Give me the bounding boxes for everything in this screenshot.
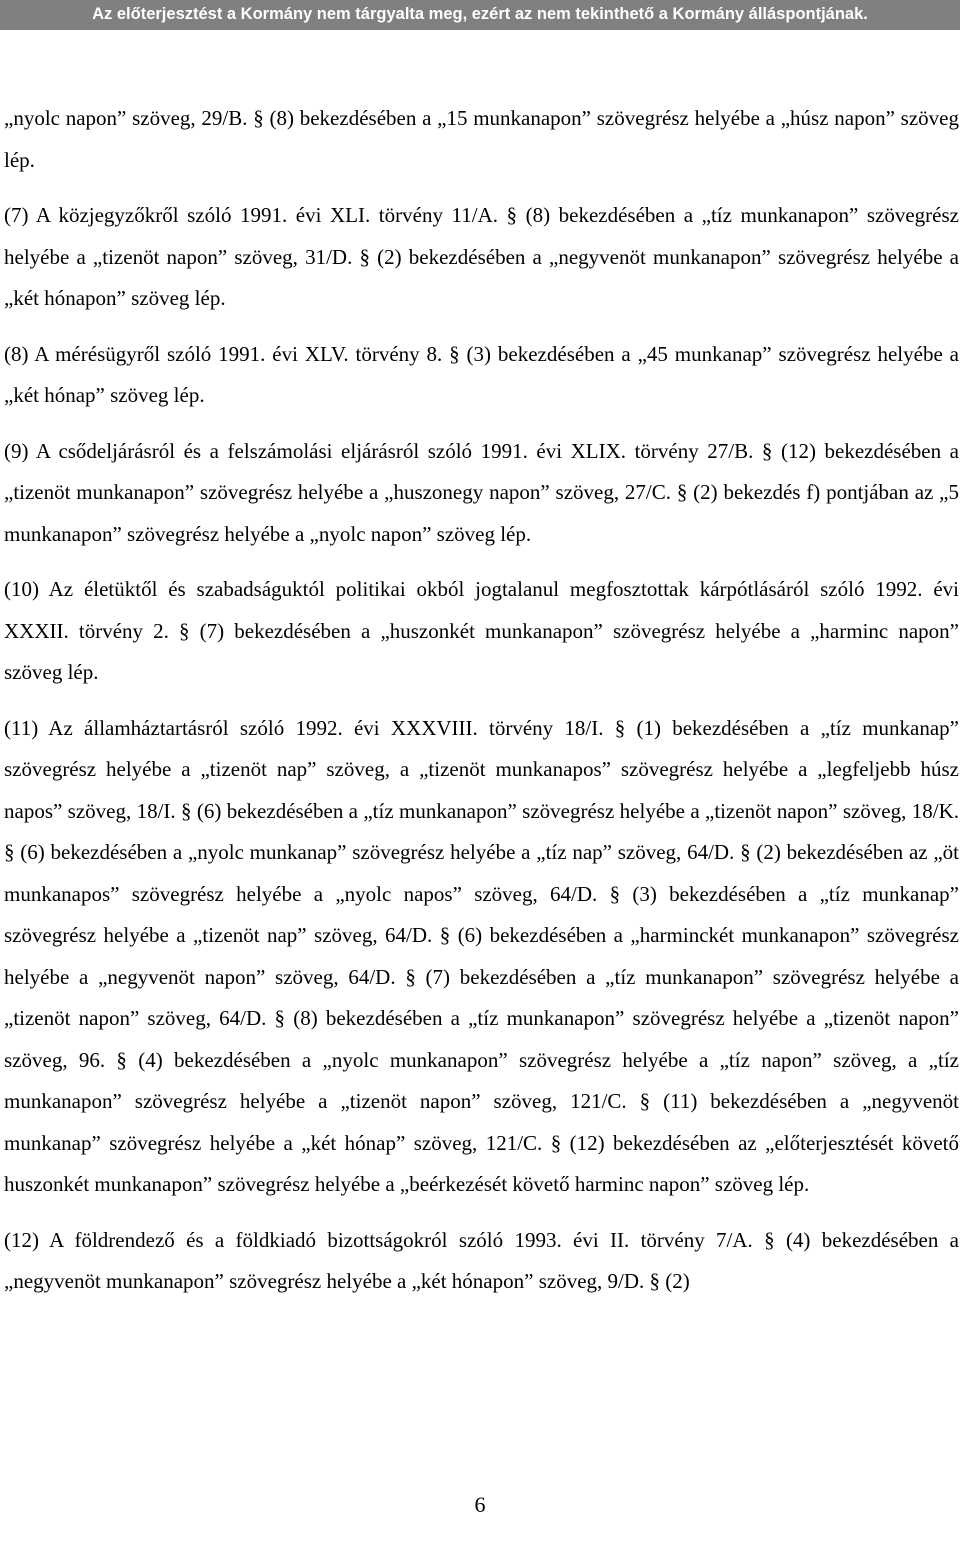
document-body bbox=[4, 98, 959, 1303]
header-notice: Az előterjesztést a Kormány nem tárgyalta meg, ezért az nem tekinthető a Kormány álláspontjának. bbox=[92, 5, 868, 23]
paragraph-11: (11) Az államháztartásról szóló 1992. évi XXXVIII. törvény 18/I. § (1) bekezdésében a „tíz munkanap” szövegrész helyébe a „tizenöt nap” szöveg, a „tizenöt munkanapos” szövegrész helyébe a „legfeljebb húsz napos” szöveg, 18/I. § (6) bekezdésében a „tíz munkanapon” szövegrész helyébe a „tizenöt napon” szöveg, 18/K. § (6) bekezdésében a „nyolc munkanap” szövegrész helyébe a „tíz nap” szöveg, 64/D. § (2) bekezdésében az „öt munkanapos” szövegrész helyébe a „nyolc napos” szöveg, 64/D. § (3) bekezdésében a „tíz munkanap” szövegrész helyébe a „tizenöt nap” szöveg, 64/D. § (6) bekezdésében a „harminckét munkanapon” szövegrész helyébe a „negyvenöt napon” szöveg, 64/D. § (7) bekezdésében a „tíz munkanapon” szövegrész helyébe a „tizenöt napon” szöveg, 64/D. § (8) bekezdésében a „tíz munkanapon” szövegrész helyébe a „tizenöt napon” szöveg, 96. § (4) bekezdésében a „nyolc munkanapon” szövegrész helyébe a „tíz napon” szöveg, a „tíz munkanapon” szövegrész helyébe a „tizenöt napon” szöveg, 121/C. § (11) bekezdésében a „negyvenöt munkanap” szövegrész helyébe a „két hónap” szöveg, 121/C. § (12) bekezdésében az „előterjesztését követő huszonkét munkanapon” szövegrész helyébe a „beérkezését követő harminc napon” szöveg lép. bbox=[4, 715, 959, 1196]
paragraph-9: (9) A csődeljárásról és a felszámolási eljárásról szóló 1991. évi XLIX. törvény 27/B. § (12) bekezdésében a „tizenöt munkanapon” szövegrész helyébe a „huszonegy napon” szöveg, 27/C. § (2) bekezdés f) pontjában az „5 munkanapon” szövegrész helyébe a „nyolc napon” szöveg lép. bbox=[4, 438, 959, 546]
page-number: 6 bbox=[474, 1492, 486, 1517]
paragraph-12: (12) A földrendező és a földkiadó bizottságokról szóló 1993. évi II. törvény 7/A. § (4) bekezdésében a „negyvenöt munkanapon” szövegrész helyébe a „két hónapon” szöveg, 9/D. § (2) bbox=[4, 1227, 959, 1293]
paragraph-8: (8) A mérésügyről szóló 1991. évi XLV. törvény 8. § (3) bekezdésében a „45 munkanap” szövegrész helyébe a „két hónap” szöveg lép. bbox=[4, 341, 959, 407]
paragraph-7: (7) A közjegyzőkről szóló 1991. évi XLI. törvény 11/A. § (8) bekezdésében a „tíz munkanapon” szövegrész helyébe a „tizenöt napon” szöveg, 31/D. § (2) bekezdésében a „negyvenöt munkanapon” szövegrész helyébe a „két hónapon” szöveg lép. bbox=[4, 203, 959, 310]
paragraph-continuation: „nyolc napon” szöveg, 29/B. § (8) bekezdésében a „15 munkanapon” szövegrész helyébe a „húsz napon” szöveg lép. bbox=[4, 106, 959, 172]
header-banner bbox=[0, 0, 960, 30]
paragraph-10: (10) Az életüktől és szabadságuktól politikai okból jogtalanul megfosztottak kárpótlásáról szóló 1992. évi XXXII. törvény 2. § (7) bekezdésében a „huszonkét munkanapon” szövegrész helyébe a „harminc napon” szöveg lép. bbox=[4, 577, 959, 684]
